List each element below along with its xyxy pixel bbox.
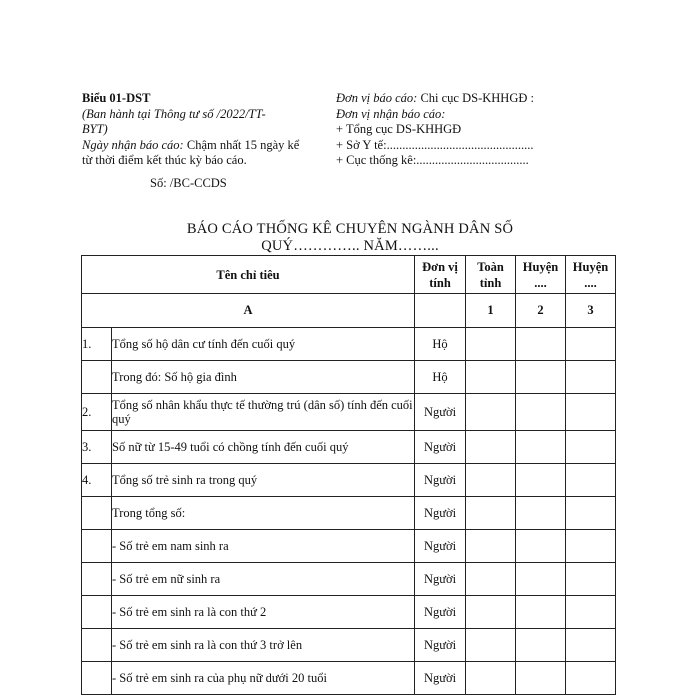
header-province: Toàn tỉnh	[466, 256, 516, 294]
header-district-2: Huyện ....	[566, 256, 616, 294]
district-2-value-cell[interactable]	[566, 662, 616, 695]
district-1-value-cell[interactable]	[516, 596, 566, 629]
province-value-cell[interactable]	[466, 629, 516, 662]
header-indicator: Tên chỉ tiêu	[82, 256, 415, 294]
unit-cell: Hộ	[415, 361, 466, 394]
row-number: 4.	[82, 464, 112, 497]
issued-by-line1: (Ban hành tại Thông tư số /2022/TT-	[82, 106, 266, 121]
unit-cell: Người	[415, 394, 466, 431]
district-2-value-cell[interactable]	[566, 464, 616, 497]
unit-cell: Người	[415, 464, 466, 497]
district-1-value-cell[interactable]	[516, 497, 566, 530]
district-2-value-cell[interactable]	[566, 497, 616, 530]
table-header-row	[82, 256, 616, 294]
table-row	[82, 328, 616, 361]
form-header-right	[336, 91, 576, 169]
row-number	[82, 629, 112, 662]
unit-cell: Người	[415, 530, 466, 563]
issued-by-line2: BYT)	[82, 122, 108, 136]
report-title-line1: BÁO CÁO THỐNG KÊ CHUYÊN NGÀNH DÂN SỐ	[186, 221, 514, 237]
province-value-cell[interactable]	[466, 530, 516, 563]
indicator-name: - Số trẻ em sinh ra của phụ nữ dưới 20 tuổi	[112, 662, 415, 695]
table-row	[82, 431, 616, 464]
table-row	[82, 497, 616, 530]
province-value-cell[interactable]	[466, 596, 516, 629]
receive-deadline-cont: từ thời điểm kết thúc kỳ báo cáo.	[82, 153, 247, 167]
row-number	[82, 530, 112, 563]
province-value-cell[interactable]	[466, 328, 516, 361]
table-row	[82, 464, 616, 497]
receive-deadline-label: Ngày nhận báo cáo:	[82, 137, 184, 152]
table-row	[82, 596, 616, 629]
indicator-name: Số nữ từ 15-49 tuổi có chồng tính đến cuối quý	[112, 431, 415, 464]
province-value-cell[interactable]	[466, 361, 516, 394]
district-2-value-cell[interactable]	[566, 394, 616, 431]
table-row	[82, 530, 616, 563]
district-2-value-cell[interactable]	[566, 563, 616, 596]
table-row	[82, 394, 616, 431]
province-value-cell[interactable]	[466, 563, 516, 596]
indicator-name: - Số trẻ em nam sinh ra	[112, 530, 415, 563]
column-code	[415, 294, 466, 328]
unit-cell: Người	[415, 629, 466, 662]
receiving-unit-label: Đơn vị nhận báo cáo:	[336, 106, 446, 121]
indicator-name: Tổng số nhân khẩu thực tế thường trú (dân số) tính đến cuối quý	[112, 394, 415, 431]
row-number: 3.	[82, 431, 112, 464]
province-value-cell[interactable]	[466, 464, 516, 497]
row-number	[82, 361, 112, 394]
row-number	[82, 662, 112, 695]
unit-cell: Hộ	[415, 328, 466, 361]
indicator-name: Trong tổng số:	[112, 497, 415, 530]
statistics-table	[81, 255, 616, 695]
indicator-name: - Số trẻ em sinh ra là con thứ 2	[112, 596, 415, 629]
table-row	[82, 563, 616, 596]
column-code: 1	[466, 294, 516, 328]
row-number	[82, 596, 112, 629]
column-code: 2	[516, 294, 566, 328]
column-code: 3	[566, 294, 616, 328]
header-unit: Đơn vị tính	[415, 256, 466, 294]
district-1-value-cell[interactable]	[516, 662, 566, 695]
indicator-name: Tổng số trẻ sinh ra trong quý	[112, 464, 415, 497]
form-header-left	[82, 91, 332, 169]
document-number: Số: /BC-CCDS	[150, 176, 227, 190]
district-2-value-cell[interactable]	[566, 596, 616, 629]
indicator-name: Tổng số hộ dân cư tính đến cuối quý	[112, 328, 415, 361]
report-title	[82, 221, 618, 255]
unit-cell: Người	[415, 563, 466, 596]
district-1-value-cell[interactable]	[516, 328, 566, 361]
indicator-name: - Số trẻ em sinh ra là con thứ 3 trở lên	[112, 629, 415, 662]
report-title-line2: QUÝ………….. NĂM……...	[261, 238, 439, 254]
district-2-value-cell[interactable]	[566, 361, 616, 394]
row-number: 2.	[82, 394, 112, 431]
district-1-value-cell[interactable]	[516, 629, 566, 662]
district-2-value-cell[interactable]	[566, 629, 616, 662]
receiver-item: + Tổng cục DS-KHHGĐ	[336, 122, 462, 136]
district-2-value-cell[interactable]	[566, 431, 616, 464]
district-1-value-cell[interactable]	[516, 361, 566, 394]
district-2-value-cell[interactable]	[566, 530, 616, 563]
table-row	[82, 361, 616, 394]
district-2-value-cell[interactable]	[566, 328, 616, 361]
receiver-item: + Sở Y tế:...............................................	[336, 137, 534, 152]
column-code: A	[82, 294, 415, 328]
row-number	[82, 563, 112, 596]
district-1-value-cell[interactable]	[516, 394, 566, 431]
unit-cell: Người	[415, 497, 466, 530]
unit-cell: Người	[415, 596, 466, 629]
reporting-unit-label: Đơn vị báo cáo:	[336, 91, 418, 105]
table-row	[82, 662, 616, 695]
table-row	[82, 629, 616, 662]
column-code-row	[82, 294, 616, 328]
unit-cell: Người	[415, 662, 466, 695]
district-1-value-cell[interactable]	[516, 563, 566, 596]
province-value-cell[interactable]	[466, 394, 516, 431]
reporting-unit	[336, 91, 576, 107]
reporting-unit-value: Chi cục DS-KHHGĐ :	[417, 91, 534, 105]
province-value-cell[interactable]	[466, 662, 516, 695]
receive-deadline-text: Chậm nhất 15 ngày kể	[183, 137, 300, 152]
form-code: Biểu 01-DST	[82, 91, 151, 105]
row-number	[82, 497, 112, 530]
province-value-cell[interactable]	[466, 497, 516, 530]
indicator-name: - Số trẻ em nữ sinh ra	[112, 563, 415, 596]
receiver-item: + Cục thống kê:....................................	[336, 153, 529, 167]
indicator-name: Trong đó: Số hộ gia đình	[112, 361, 415, 394]
receive-deadline	[82, 138, 332, 154]
header-district-1: Huyện ....	[516, 256, 566, 294]
district-1-value-cell[interactable]	[516, 530, 566, 563]
district-1-value-cell[interactable]	[516, 464, 566, 497]
row-number: 1.	[82, 328, 112, 361]
province-value-cell[interactable]	[466, 431, 516, 464]
district-1-value-cell[interactable]	[516, 431, 566, 464]
unit-cell: Người	[415, 431, 466, 464]
